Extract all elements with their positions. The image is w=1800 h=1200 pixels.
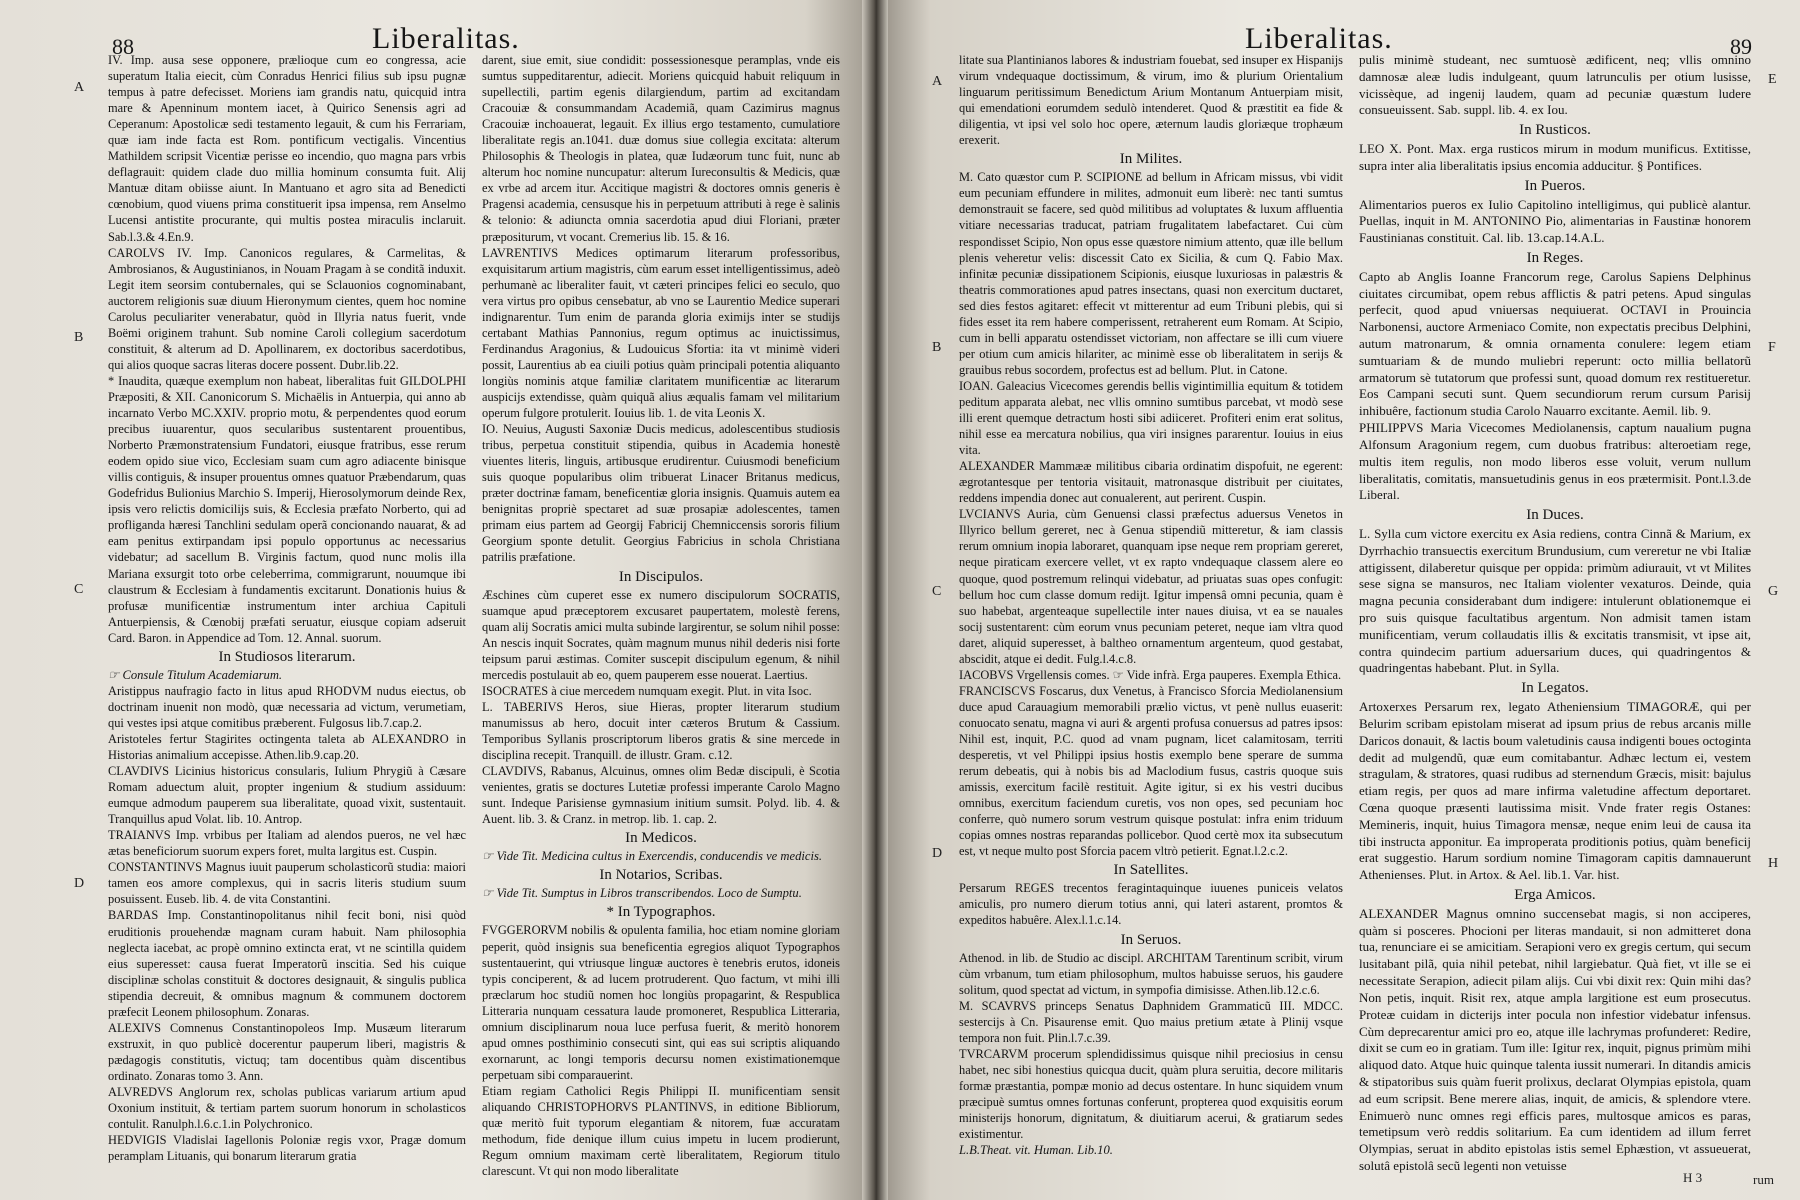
paragraph: darent, siue emit, siue condidit: possessionesque peramplas, vnde eis sumtus suppeditarentur, adiecit. Moriens quicquid habuit reliquum in supellectili, partim egenis dilargiendum, partim ad excitandam Cracouiæ & consummandam Academiã, quam Cazimirus magnus Cracouiæ inchoauerat, legauit. Ex illius ergo testamento, cumulatiore liberalitate regis an.1041. duæ domus siue collegia excitata: alterum Philosophis & Theologis in platea, quæ Iudæorum tunc fuit, nunc ab alterum hoc nomine nuncupatur: alterum Iureconsultis & Medicis, quæ ex vrbe ad arcem itur. Accitique magistri & doctores omnis generis è Pragensi academia, censusque his in perpetuum attributi à rege è salinis & telonio: & adiuncta omnia sacerdotia apud diui Floriani, præter præpositurum, vt vocant. Cremerius lib. 15. & 16. xyxy=(482,53,840,244)
margin-letter-e-right: E xyxy=(1768,72,1777,87)
section-heading: In Studiosos literarum. xyxy=(218,648,356,665)
margin-letter-c-left: C xyxy=(74,582,84,597)
margin-letter-d-left: D xyxy=(74,876,85,891)
margin-letter-a-left: A xyxy=(74,80,85,95)
paragraph: ALVREDVS Anglorum rex, scholas publicas variarum artium apud Oxonium instituit, & tertiam partem suorum honorum in scholasticos contulit. Ranulph.l.6.c.1.in Polychronico. xyxy=(108,1085,466,1132)
left-page-column-2 xyxy=(482,52,840,1179)
paragraph: Artoxerxes Persarum rex, legato Atheniensium TIMAGORÆ, qui per Belurim scribam epistolam miserat ad ipsum prius de rebus arcanis mille Daricos donauit, & lactis boum valetudinis causa indigenti boues octoginta dedit ad mulgendũ, quæ eum comitabantur. Adhæc lectum ei, vestem stragulam, & stratores, quasi rudibus ad sternendum Græcis, misit: bajulus etiam regis, per quos ad mare infirma valetudine affectum deportaret. Cœna quoque præsenti lautissima misit. Vnde frater regis Ostanes: Memineris, inquit, huius Timagora mensæ, neque enim leui de causa ita tibi instructa apponitur. Ea improperata proditionis potius, quàm beneficij erat suggestio. Harum sordium nomine Timagoram capitis damnauerunt Athenienses. Plut. in Artox. & Ael. lib.1. Var. hist. xyxy=(1359,699,1751,883)
paragraph: LVCIANVS Auria, cùm Genuensi classi præfectus aduersus Venetos in Illyrico bellum gereret, nec à Genua stipendiũ mitteretur, & iam classis rerum omnium inopia laboraret, quanquam ipse neque rem propriam gereret, neque piraticam exercere vellet, vt ex rapto vndequaque classem alere eo quoque, quod postremum relinqui videbatur, ad priuatas suas opes confugit: bellum hoc cum classe domum redijt. Igitur impensâ omni pecunia, quam è suo habebat, argenteaque supellectile inter naues diuisa, vt ea se nauales socij sustentarent: cùm eorum vnus pecuniam peteret, neque iam vltra quod daret, aliquid superesset, à baltheo ornamentum argenteum, quod gestabat, abscidit, atque ei dedit. Fulg.l.4.c.8. xyxy=(959,507,1343,666)
left-page-column-1 xyxy=(108,52,466,1164)
paragraph: TRAIANVS Imp. vrbibus per Italiam ad alendos pueros, ne vel hæc ætas beneficiorum suorum expers foret, multa largitus est. Cuspin. xyxy=(108,828,466,859)
paragraph: Aristoteles fertur Stagirites octingenta taleta ab ALEXANDRO in Historias animalium accepisse. Athen.lib.9.cap.20. xyxy=(108,731,466,763)
paragraph: ALEXANDER Mammææ militibus cibaria ordinatim dispofuit, ne egerent: ægrotantesque per tentoria visitauit, matronasque distribuit per ciuitates, reddens impendia donec aut conualerent, aut perirent. Cuspin. xyxy=(959,459,1343,506)
paragraph: Persarum REGES trecentos feragintaquinque iuuenes puniceis velatos amiculis, pro numero dierum totius anni, qui lateri astarent, promtos & expeditos habuêre. Alex.l.1.c.14. xyxy=(959,881,1343,928)
paragraph: Athenod. in lib. de Studio ac discipl. ARCHITAM Tarentinum scribit, virum cùm vrbanum, tum etiam philosophum, multos habuisse seruos, his gaudere solitum, quod spectat ad victum, in sympofia dimisisse. Athen.lib.12.c.6. xyxy=(959,950,1343,997)
paragraph: Alimentarios pueros ex Iulio Capitolino intelligimus, qui publicè alantur. Puellas, inquit in M. ANTONINO Pio, alimentarias in Faustinæ honorem Faustinianas constituit. Cal. lib. 13.cap.14.A.L. xyxy=(1359,196,1751,246)
paragraph: pulis minimè studeant, nec sumtuosè ædificent, neq; vllis omnino damnosæ aleæ ludis indulgeant, quum latrunculis per otium lusisse, vicissèque, ad ingenij laudem, quam ad pecuniæ quæstum ludere consueuissent. Sab. suppl. lib. 4. ex Iou. xyxy=(1359,52,1751,118)
section-heading: In Legatos. xyxy=(1521,680,1589,697)
section-heading: In Seruos. xyxy=(1120,931,1182,948)
running-head-right: Liberalitas. xyxy=(1245,22,1393,55)
page-number-right: 89 xyxy=(1730,34,1752,59)
paragraph: M. Cato quæstor cum P. SCIPIONE ad bellum in Africam missus, vbi vidit eum pecuniam effundere in milites, admonuit eum liberè: nec tanti sumtus demonstrauit se facere, sed quòd militibus ad voluptates & luxum affluentia vitiare necessarias traducat, patriam frugalitatem labefactaret. Cui cùm respondisset Scipio, Non opus esse quæstore nimium attento, quæ ille bellum plenis veheretur velis: discessit Cato ex Sicilia, & cum Q. Fabio Max. infinitæ pecuniæ dissipationem Scipionis, eiusque luxuriosas in palæstris & theatris commorationes apud patres insectans, quasi non exercitum ductaret, sed dies festos agitaret: effecit vt mitterentur ad eum Tribuni plebis, qui si fides esset ita rem habere comperissent, retraherent eum Romam. At Scipio, cum in belli apparatu ostendisset victoriam, non affectare se illi cum viuere per otium cum amicis hilariter, ac minimè esse ob liberalitatem in serijs & grauibus rebus socordem, profectus est ad bellum. Plut. in Catone. xyxy=(959,170,1343,377)
right-page xyxy=(875,0,1800,1200)
catchword: rum xyxy=(1753,1172,1774,1187)
section-heading: Erga Amicos. xyxy=(1514,887,1596,903)
book-gutter xyxy=(862,0,888,1200)
cross-reference: ☞ Vide Tit. Medicina cultus in Exercendis, conducendis ve medicis. xyxy=(482,849,823,864)
signature-mark: H 3 xyxy=(1683,1170,1703,1185)
paragraph: Capto ab Anglis Ioanne Francorum rege, Carolus Sapiens Delphinus ciuitates circumibat, opem rebus afflictis & patri petens. Apud singulas perfecit, quod apud vniuersas nequiuerat. OCTAVI in Prouincia Narbonensi, auctore Armeniaco Comite, non expectatis precibus Delphini, autum matronarum, & omnia ornamenta conulere: legem etiam sumtuariam & de mundo muliebri reperunt: octo millia bellatorũ armatorum sè tutatorum que professi sunt, quoad domum rex restitueretur. Eos Campani secuti sunt. Quem secundiorum rerum cursum Parisij inhibuêre, factionum studia Carolo Nauarro excitante. Aemil. lib. 9. xyxy=(1359,268,1751,419)
paragraph: CLAVDIVS, Rabanus, Alcuinus, omnes olim Bedæ discipuli, è Scotia venientes, gratis se doctures Lutetiæ professi imperante Carolo Magno sunt. Indeque Parisiense gymnasium initium sumsit. Polyd. lib. 4. & Auent. lib. 3. & Cranz. in metrop. lib. 1. cap. 2. xyxy=(482,764,840,827)
cross-reference: ☞ Consule Titulum Academiarum. xyxy=(108,667,283,682)
margin-letter-h-right: H xyxy=(1768,856,1779,871)
cross-reference: L.B.Theat. vit. Human. Lib.10. xyxy=(959,1143,1113,1158)
paragraph: Aristippus naufragio facto in litus apud RHODVM nudus eiectus, ob doctrinam inuenit non modò, quæ necessaria ad victum, verumetiam, qui vestes ipsi atque comitibus præberent. Fulgosus lib.7.cap.2. xyxy=(108,683,466,730)
right-page-column-2 xyxy=(1359,52,1751,1175)
margin-letter-a-right: A xyxy=(932,74,943,89)
section-heading: In Discipulos. xyxy=(618,568,704,585)
paragraph: Æschines cùm cuperet esse ex numero discipulorum SOCRATIS, suamque apud præceptorem excusaret paupertatem, molestè ferens, quam alij Socratis amici multa subinde largirentur, se solum nihil posse: An nescis inquit Socrates, quàm magnum munus nihil dederis nisi forte teipsum parui æstimas. Comiter suscepit discipulum egenum, & nihil mercedis postulauit ab eo, quem pauperem esse nouerat. Laertius. xyxy=(482,587,840,682)
paragraph: ALEXIVS Comnenus Constantinopoleos Imp. Musæum literarum exstruxit, in quo publicè docerentur pauperum liberi, magistris & pædagogis constitutis, victuq; tam docentibus quàm discentibus ordinato. Zonaras tomo 3. Ann. xyxy=(108,1020,466,1083)
paragraph: M. SCAVRVS princeps Senatus Daphnidem Grammaticũ III. MDCC. sestercijs à Cn. Pisaurense emit. Quo maius pretium ætate à Plinij vsque tempora non fuit. Plin.l.7.c.39. xyxy=(959,998,1343,1045)
paragraph: IOAN. Galeacius Vicecomes gerendis bellis vigintimillia equitum & totidem peditum apparata alebat, nec vllis omnino sumtibus parcebat, vt modò sese illi erent quemque detractum hosti sibi adiiceret. Profiteri enim erat solitus, nihil esse ea mercatura nobilius, qua viri insignes pararentur. Iouius in eius vita. xyxy=(959,378,1343,458)
paragraph: L. TABERIVS Heros, siue Hieras, propter literarum studium manumissus ab hero, docuit inter cæteros Brutum & Cassium. Temporibus Syllanis proscriptorum liberos gratis & sine mercede in disciplina recepit. Tranquill. de illustr. Gram. c.12. xyxy=(482,699,840,763)
margin-letter-c-right: C xyxy=(932,584,942,599)
paragraph: BARDAS Imp. Constantinopolitanus nihil fecit boni, nisi quòd eruditionis prouehendæ magnam curam habuit. Nam philosophia neglecta iacebat, ac propè omnino extincta erat, vt ne scintilla quidem eius superesset: causa fuerat Imperatorũ inscitia. Sed his cuique disciplinæ scholas constituit & doctores designauit, & singulis publica stipendia decreuit, & omnibus magnum & communem doctorem præfecit Leonem philosophum. Zonaras. xyxy=(108,908,466,1019)
paragraph: LEO X. Pont. Max. erga rusticos mirum in modum munificus. Extitisse, supra inter alia liberalitatis ipsius encomia adducitur. § Pontifices. xyxy=(1359,141,1751,173)
paragraph: PHILIPPVS Maria Vicecomes Mediolanensis, captum naualium pugna Alfonsum Aragonium regem, cum duobus fratribus: alteroetiam rege, multis item regulis, non modo liberos esse voluit, verum nullum liberalitatis, comitatis, mansuetudinis genus in eos prætermisit. Pont.l.3.de Liberal. xyxy=(1359,420,1751,503)
paragraph: CLAVDIVS Licinius historicus consularis, Iulium Phrygiũ à Cæsare Romam aduectum aluit, propter ingenium & studium assiduum: eumque admodum pauperem sua liberalitate, quoad vixit, sustentauit. Tranquillus apud Volat. lib. 10. Antrop. xyxy=(108,764,466,827)
paragraph: FVGGERORVM nobilis & opulenta familia, hoc etiam nomine gloriam peperit, quòd insignis sua beneficentia egregios aliquot Typographos sustentauerint, qui vtriusque linguæ auctores è tenebris erutos, idoneis typis conciperent, & ad lucem protruderent. Quo factum, vt mihi illi præclarum hoc studiũ nomen hoc longiùs propagarint, & Respublica Litteraria nunquam cessatura laude promoneret, Respublica Litteraria, omnium disciplinarum noua luce perfusa fuerit, & meritò honorem apud omnes posthiminio consecuti sint, qui eas sui scriptis aliquando exornarunt, ac longi temporis decursu nomen existimationemque perpetuam sibi comparauerint. xyxy=(482,923,840,1082)
section-heading: In Reges. xyxy=(1526,249,1584,266)
paragraph: litate sua Plantinianos labores & industriam fouebat, sed insuper ex Hispanijs virum vndequaque doctissimum, & virum, imo & plurium Orientalium linguarum peritissimum Benedictum Arium Montanum Antuerpiam misit, qui emendationi eorumdem sedulò intenderet. Quod & præstitit ea fide & diligentia, vt ipsi vel solo hoc opere, æternum laudis gloriæque trophæum erexerit. xyxy=(959,53,1343,148)
paragraph: CONSTANTINVS Magnus iuuit pauperum scholasticorũ studia: maiori tamen eos amore complexus, qui in sacris literis studium suum posuissent. Euseb. lib. 4. de vita Constantini. xyxy=(108,860,466,907)
right-page-column-1 xyxy=(959,52,1343,1158)
section-heading: In Duces. xyxy=(1526,507,1584,524)
page-number-left: 88 xyxy=(112,34,134,59)
paragraph: TVRCARVM procerum splendidissimus quisque nihil preciosius in censu habet, nec sibi honestius quicqua ducit, quàm plura seruitia, decore militaris formæ præstantia, pompæ monio ad decus ostentare. In hunc siquidem vnum præcipuè sumtus omnes fortunas conferunt, propterea quod exquisitis eorum ministerijs honorum, dignitatum, & diuitiarum acerui, & gratiarum sedes existimentur. xyxy=(959,1046,1343,1142)
paragraph: CAROLVS IV. Imp. Canonicos regulares, & Carmelitas, & Ambrosianos, & Augustinianos, in Nouam Pragam à se conditã induxit. Legit item seorsim contubernales, qui se Sclauonios cognominabant, auctorem religionis suæ diuum Hieronymum cientes, quem hoc nomine Carolus peculiariter venerabatur, quòd in Illyria natus fuerit, vnde Boëmi originem trahunt. Sub nomine Caroli collegium sacerdotum constituit, & alterum ad D. Apollinarem, ex doctoribus sacerdotibus, qui alios quoque sacras literas docere possent. Dubr.lib.22. xyxy=(108,245,466,372)
section-heading: In Notarios, Scribas. xyxy=(599,867,723,884)
paragraph: * Inaudita, quæque exemplum non habeat, liberalitas fuit GILDOLPHI Præpositi, & XII. Canonicorum S. Michaëlis in Antuerpia, qui anno ab incarnato Verbo MC.XXIV. proprio motu, & perpendentes quod eorum precibus iuuarentur, quos secularibus sustentarent prouentibus, Norberto Præmonstratensium Fundatori, eiusque fratribus, esse rerum eodem opido siue vico, Ecclesiam suam cum agro adiacente binisque villis contiguis, & insuper prouentus omnes quatuor Præbendarum, quas Godefridus Bulionius Marchio S. Imperij, Hierosolymorum deinde Rex, ipsis vero relictis domicilijs suis, & Ecclesia præfato Norberto, qui ad profliganda hæresi Tanchlini sedulam operã concionando nauarat, & ad eam penitus extirpandam ipsi populo opportunus ac necessarius videbatur; ad sacellum B. Virginis factum, quod nunc molis illa Mariana exsurgit toto orbe celeberrima, commigrarunt, nouumque ibi claustrum & Ecclesiam à fundamentis excitarunt. Donationis huius & profusæ munificentiæ instrumentum inter archiua Capituli Antuerpiensis, & Cœnobij præfati seruatur, eiusque copiam adseruit Card. Baron. in Appendice ad Tom. 12. Annal. suorum. xyxy=(108,373,466,645)
cross-reference: ☞ Vide Tit. Sumptus in Libros transcribendos. Loco de Sumptu. xyxy=(482,886,802,901)
paragraph: FRANCISCVS Foscarus, dux Venetus, à Francisco Sforcia Mediolanensium duce apud Carauagium memorabili prælio victus, vt penè nullus euaserit: conuocato senatu, magna vi auri & argenti profusa conuersus ad patres ipsos: Nihil est, inquit, P.C. quod ad vnam pugnam, licet calamitosam, territi desperetis, vt vel Philippi ipsius hostis exemplo bene sperare de summa rerum debeatis, qui à nobis bis ad Maclodium fusus, castris quoque suis amissis, exercitum facilè restituit. Agite igitur, si ex his vestri ducibus omnibus, exercitum faciendum curetis, vos non opes, sed pecuniam hoc conferre, quò numero sorum vestrum quisque postulat: infra enim triduum copias omnes nostras reparandas pollicebor. Quod certè mox ita subsecutum est, vt neque multo post Sforcia pacem vltrò petierit. Egnat.l.2.c.2. xyxy=(959,683,1343,859)
paragraph: L. Sylla cum victore exercitu ex Asia rediens, contra Cinnã & Marium, ex Dyrrhachio transuectis exercitum Brundusium, cum vereretur ne vbi Italiæ attigissent, dilaberetur quisque per oppida: primùm adiurauit, vt vt Milites sese signa se mansuros, nec Italiam violenter vexaturos. Deinde, quia magna pecunia considerabant dum indigere: intulerunt oblationemque ei pro suis quisque facultatibus argentum. Non admisit tamen istam munificentiam, verum collaudatis illis & excitatis transmisit, vt ipse ait, contra quindecim partium aduersarium duces, qui quadringentos & quadringentas habebant. Plut. in Sylla. xyxy=(1359,525,1751,676)
running-head-left: Liberalitas. xyxy=(372,22,520,55)
section-heading: In Milites. xyxy=(1119,151,1183,168)
margin-letter-g-right: G xyxy=(1768,584,1779,599)
section-heading: In Rusticos. xyxy=(1519,122,1591,139)
section-heading: * In Typographos. xyxy=(606,904,716,921)
section-heading: In Medicos. xyxy=(625,830,697,847)
section-heading: In Satellites. xyxy=(1113,862,1189,879)
paragraph: IV. Imp. ausa sese opponere, prælioque cum eo congressa, acie superatum Italia eiecit, cùm Conradus Henrici filius sub ipsu pugnæ tempus à patre defecisset. Moriens iam grandis natu, quicquid intra mare & Apenninum montem iacet, à Quirico Senensis agri ad Ceperanum: Apostolicæ sedi testamento legauit, & cum his Ferrariam, quæ iam inde facta est Rom. pontificum vectigalis. Vincentius Mathildem scripsit Vicentiæ perisse eo incendio, quo magna pars vrbis deflagrauit: quidem clade duo millia hominum consumta fuit. Alij Mantuæ ditam obiisse aiunt. In Mantuano et agro sita ad Benedicti cœnobium, quod viuens prima constituerit ipsa impensa, rem Anselmo Lucensi antistite procurante, qui multis postea miraculis inclaruit. Sab.l.3.& 4.En.9. xyxy=(108,53,466,244)
margin-letter-d-right: D xyxy=(932,846,943,861)
paragraph: Etiam regiam Catholici Regis Philippi II. munificentiam sensit aliquando CHRISTOPHORVS PLANTINVS, in editione Bibliorum, quæ meritò fuit typorum elegantiam & nitorem, fuæ accuratam methodum, fide denique illum cuius impetu in lucem prodierunt, Regum omnium maximam certè liberalitatem, Regiorum titulo clarescunt. Vt qui non modo liberalitate xyxy=(482,1083,840,1179)
paragraph: HEDVIGIS Vladislai Iagellonis Poloniæ regis vxor, Pragæ domum peramplam Lituanis, qui bonarum literarum gratia xyxy=(108,1133,466,1164)
paragraph: IACOBVS Vrgellensis comes. ☞ Vide infrà. Erga pauperes. Exempla Ethica. xyxy=(959,667,1342,682)
margin-letter-b-left: B xyxy=(74,330,84,345)
left-page xyxy=(0,0,875,1200)
margin-letter-f-right: F xyxy=(1768,340,1776,355)
paragraph: ISOCRATES à ciue mercedem numquam exegit. Plut. in vita Isoc. xyxy=(482,683,812,698)
paragraph: IO. Neuius, Augusti Saxoniæ Ducis medicus, adolescentibus studiosis tribus, perpetua constituit stipendia, quibus in Academia honestè viuentes literis, linguis, artibusque erudirentur. Cuiusmodi beneficium suis quoque popularibus olim tribuerat Linacer Britanus medicus, præter doctrinæ famam, beneficentiæ gloria insignis. Quamuis autem ea benignitas propriè spectaret ad suæ prosapiæ adolescentes, tamen primam eius partem ad Georgij Fabricij Chemniccensis sororis filium Georgium sponte detulit. Georgius Fabricius in schola Christiana patrilis præfatione. xyxy=(482,422,840,565)
section-heading: In Pueros. xyxy=(1524,177,1586,194)
paragraph: LAVRENTIVS Medices optimarum literarum professoribus, exquisitarum artium magistris, cùm earum esset intelligentissimus, adeò perhumanè ac liberaliter fauit, vt cæteri principes felici eo seculo, quo vera virtus pro opibus censebatur, ab vno se Laurentio Medice superari indignarentur. Tum enim de paranda gloria eximijs inter se studijs certabant Mathias Pannonius, regum optimus ac inuictissimus, Ferdinandus Aragonius, & Ludouicus Sfortia: ita vt minimè videri possit, Laurentius ab ea ciuili potius quàm principali potentia aliquanto longiùs nominis atque familiæ claritatem munificentiæ ac literarum auspicijs extendisse, quàm quiquã alius æqualis famam vel militarium operum fulgore protulerit. Iouius lib. 1. de vita Leonis X. xyxy=(482,245,840,421)
margin-letter-b-right: B xyxy=(932,340,942,355)
paragraph: ALEXANDER Magnus omnino succensebat magis, si non acciperes, quàm si posceres. Phocioni per literas mandauit, si non admitteret dona tua, renunciare ei se amicitiam. Serapioni vero ex gregis certum, qui secum lusitabant pilã, quia nihil petebat, nihil largiebatur. Quà fiet, vt ille se ei necessitate Serapion, adiecit pilam alijs. Cui vbi dixit rex: Quin mihi das? Non petis, inquit. Risit rex, atque ampla largitione est eum prosecutus. Proteæ cuidam in dicterijs inter pocula non infestior videbatur infensus. Cùm deprecarentur amici pro eo, atque ille lachrymas profunderet: Redire, dixit se cum eo in gratiam. Tum ille: Igitur rex, inquit, pignus primùm mihi aliquod dato. Atque huic quinque talenta iussit numerari. In ditandis amicis & stipatoribus suis quàm fuerit prolixus, declarat Olympias epistola, quam ad eum scripsit. Bene merere alias, inquit, de amicis, & splendore vtere. Enimuerò nunc omnes regi efficis pares, multosque amicos es paras, temetipsum verò reddis solitarium. Ea cum identidem ad illum ferret Olympias, seruat in abdito epistolas istis semel Ephæstion, vt assueuerat, solutâ epistolâ secũ legenti non vetuisse xyxy=(1359,905,1751,1173)
